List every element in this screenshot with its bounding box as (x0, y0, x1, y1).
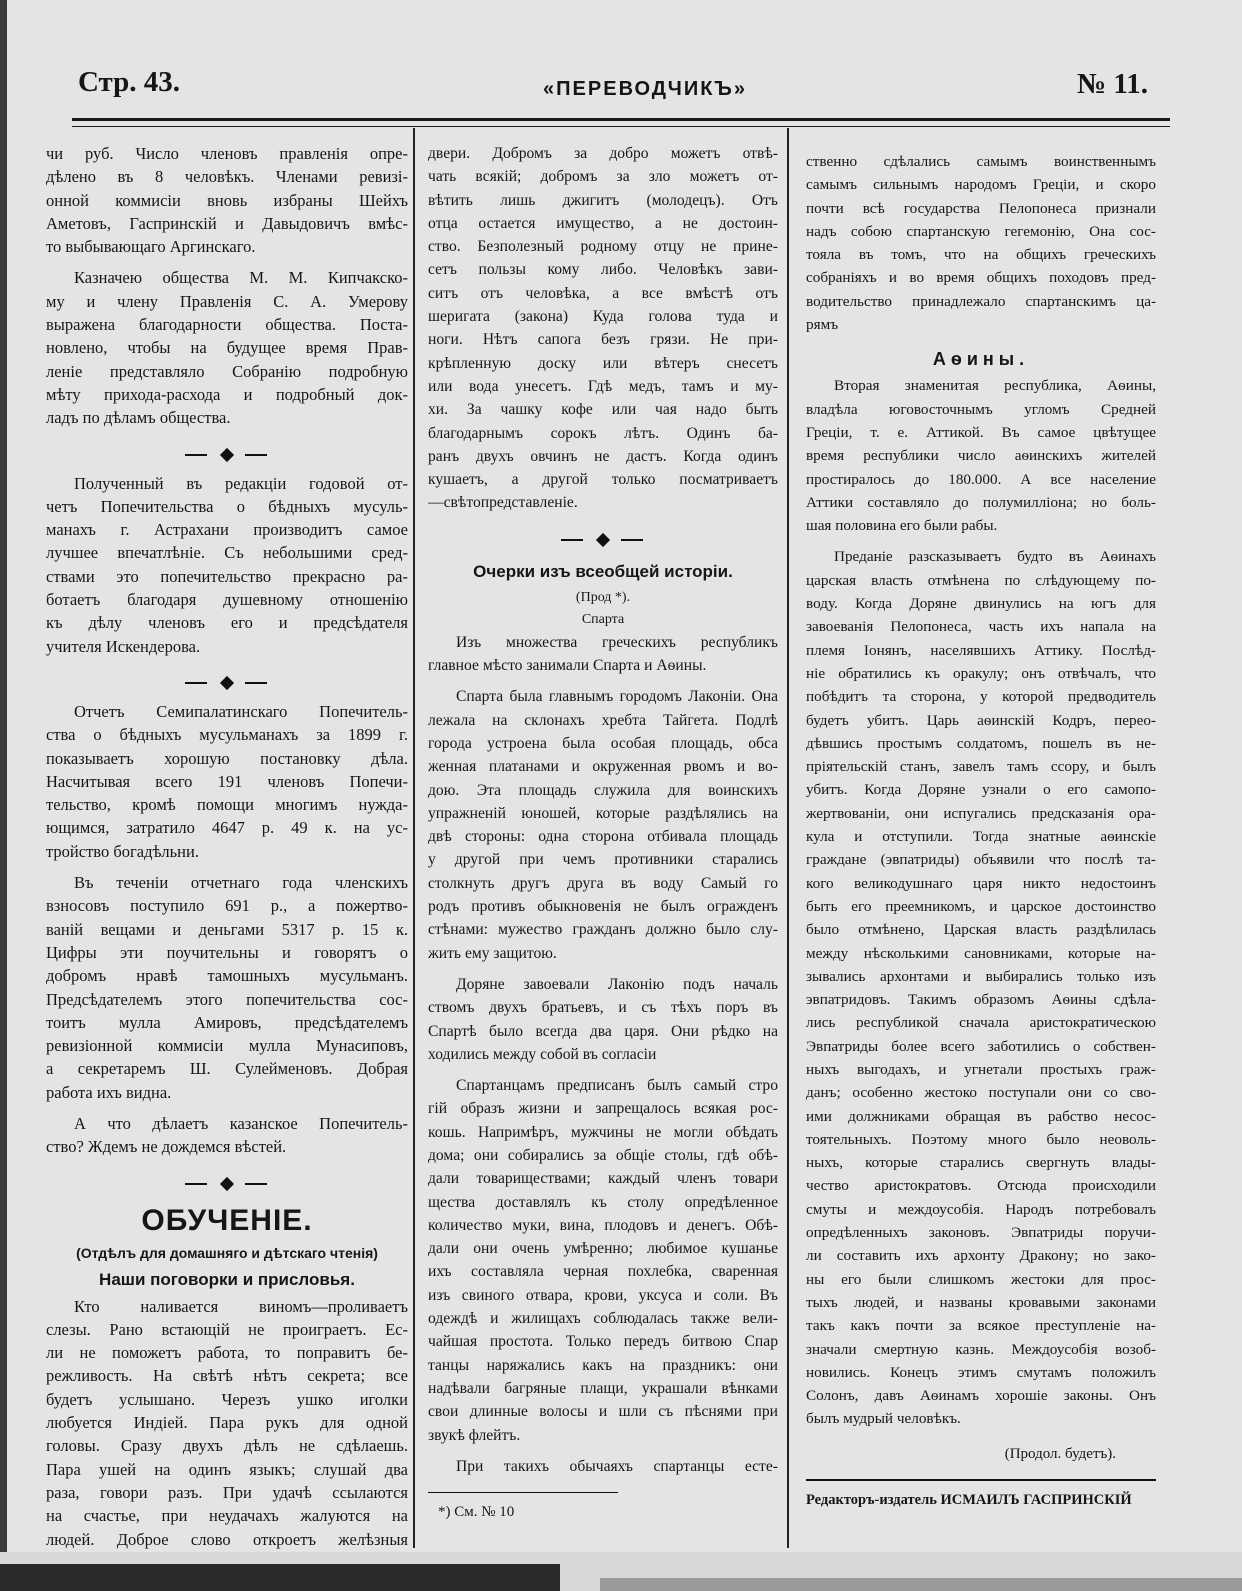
text-line: Доряне завоевали Лаконію подъ началь (456, 975, 778, 993)
text-line: племя Іонянъ, населявшихъ Аттику. Послѣд- (806, 641, 1156, 659)
text-line: ніе обратились къ оракулу; онъ отвѣчалъ, что (806, 664, 1156, 682)
text-line: тельство, кромѣ помощи многимъ нужда- (46, 795, 408, 815)
text-line: двѣ стороны: одна сторона отбивала площадь (428, 828, 778, 846)
text-line: Греціи, т. е. Аттикой. Въ самое цвѣтущее (806, 423, 1156, 441)
text-line: ладъ по дѣламъ общества. (46, 408, 231, 428)
text-line: убитъ. Когда Доряне узнали о его самопо- (806, 781, 1156, 799)
text-line: на счастье, при неудачахъ жалуются на (46, 1506, 408, 1526)
paragraph (46, 472, 408, 658)
section-title: ОБУЧЕНІЕ. (141, 1203, 313, 1237)
article-heading: Аѳины. (932, 349, 1030, 370)
text-line: между нѣсколькими сановниками, которые на- (806, 944, 1156, 962)
column-3 (806, 150, 1156, 1511)
text-line: Солонъ, давъ Аѳинамъ хорошіе законы. Онъ (806, 1387, 1156, 1405)
text-line: Предсѣдателемъ этого попечительства сос- (46, 989, 408, 1009)
text-line: Аметовъ, Гаспринскій и Давыдовичъ вмѣс- (46, 213, 408, 233)
text-line: надъ собою спартанскую гегемонію, Она сос- (806, 222, 1156, 240)
page-header (70, 66, 1170, 116)
column-2 (428, 142, 778, 1523)
text-line: людей. Доброе слово откроетъ желѣзныя (46, 1529, 408, 1549)
text-line: Кто наливается виномъ—проливаетъ (74, 1296, 408, 1316)
paragraph (428, 631, 778, 678)
text-line: гій образъ жизни и запрещалось всякая рос- (428, 1100, 778, 1118)
paragraph (46, 871, 408, 1104)
text-line: столкнуть другъ друга въ воду Самый го (428, 874, 778, 892)
text-line: родъ противъ обыкновенія не былъ огражденъ (428, 898, 778, 916)
paragraph (806, 545, 1156, 1430)
paragraph (46, 266, 408, 429)
text-line: учителя Искендерова. (46, 636, 201, 656)
text-line: Вторая знаменитая республика, Аѳины, (834, 377, 1156, 395)
diamond-ornament-icon (220, 447, 234, 461)
text-line: то выбывающаго Аргинскаго. (46, 237, 256, 257)
text-line: тояла въ томъ, что на общихъ греческихъ (806, 246, 1156, 264)
text-line: режливость. На свѣтѣ нѣтъ секрета; все (46, 1366, 408, 1386)
text-line: кошь. Напримѣръ, мужчины не могли обѣдать (428, 1123, 778, 1141)
text-line: При такихъ обычаяхъ спартанцы есте- (456, 1457, 778, 1475)
text-line: будетъ убитъ. Царь аѳинскій Кодръ, перео- (806, 711, 1156, 729)
paragraph (428, 1455, 778, 1478)
text-line: Эвпатриды более всего заботились о собствен- (806, 1037, 1156, 1055)
issue-number: № 11. (1076, 68, 1148, 100)
text-line: Полученный въ редакціи годовой от- (74, 473, 408, 493)
text-line: раза, говори разъ. При удачѣ ссылаются (46, 1482, 408, 1502)
text-line: самымъ сильнымъ народомъ Греціи, и скоро (806, 176, 1156, 194)
text-line: Аттики составляло до полумилліона; но боль- (806, 493, 1156, 511)
diamond-ornament-icon (220, 1177, 234, 1191)
text-line: кула и отступили. Тогда знатные аѳинскіе (806, 828, 1156, 846)
text-line: ство? Ждемъ не дождемся вѣстей. (46, 1137, 287, 1157)
text-line: ны его были слишкомъ жестоки для прос- (806, 1270, 1156, 1288)
text-line: четъ Попечительства о бѣдныхъ мусуль- (46, 496, 408, 516)
text-line: звукѣ флейтъ. (428, 1426, 521, 1444)
text-line: отца остается имущество, а не достоин- (428, 214, 778, 232)
section-divider (46, 1167, 408, 1193)
text-line: ство. Безполезный родному отцу не прине- (428, 238, 778, 256)
text-line: ревизіонной коммисіи мулла Мунасиповъ, (46, 1036, 408, 1056)
text-line: упражненій юношей, которые раздѣлялись на (428, 804, 778, 822)
torn-paper-shadow (600, 1578, 1242, 1591)
text-line: леніе представляло Собранію подробную (46, 361, 408, 381)
text-line: быть его преемникомъ, и царское достоинство (806, 897, 1156, 915)
text-line: работа ихъ видна. (46, 1082, 172, 1102)
text-line: лись республикой сначала аристократическою (806, 1014, 1156, 1032)
text-line: показываетъ хорошую постановку дѣла. (46, 748, 408, 768)
text-line: сетъ пользы кому либо. Человѣкъ зави- (428, 261, 778, 279)
text-line: водительство принадлежало спартанскимъ ца- (806, 292, 1156, 310)
text-line: Въ теченіи отчетнаго года членскихъ (74, 873, 408, 893)
text-line: эвпатридовъ. Такимъ образомъ Аѳины сдѣла- (806, 991, 1156, 1009)
text-line: побѣдитъ та сторона, у которой предводитель (806, 688, 1156, 706)
text-line: чество аристократовъ. Отсюда происходили (806, 1177, 1156, 1195)
text-line: рямъ (806, 316, 839, 334)
text-line: дома; они собирались за общіе столы, гдѣ обѣ- (428, 1146, 778, 1164)
text-line: ими должниками обращая въ рабство несос- (806, 1107, 1156, 1125)
text-line: царская власть отмѣнена по слѣдующему по- (806, 571, 1156, 589)
text-line: чи руб. Число членовъ правленія опре- (46, 144, 408, 163)
text-line: къ дѣлу членовъ его и предсѣдателя (46, 613, 408, 633)
text-line: такъ какъ почти за всякое преступленіе на- (806, 1317, 1156, 1335)
text-line: дѣлено въ 8 человѣкъ. Членами ревизі- (46, 167, 408, 187)
text-line: изъ свиного отвара, крови, уксуса и соли. Въ (428, 1286, 778, 1304)
paragraph (46, 1112, 408, 1159)
text-line: или вода унесетъ. Гдѣ медъ, тамъ и му- (428, 377, 778, 395)
to-be-continued: (Продол. будетъ). (1004, 1445, 1116, 1462)
text-line: тыхъ людей, и названы кровавыми законами (806, 1293, 1156, 1311)
paragraph (428, 142, 778, 515)
text-line: значали смертную казнь. Междоусобія возоб- (806, 1340, 1156, 1358)
text-line: слезы. Рано встающій не проиграетъ. Ес- (46, 1319, 408, 1339)
text-line: ботаетъ благодаря душевному отношенію (46, 590, 408, 610)
text-line: взносовъ поступило 691 р., а пожертво- (46, 896, 408, 916)
text-line: чайшая простота. Только передъ битвою Спар (428, 1333, 778, 1351)
text-line: Цифры эти поучительны и говорятъ о (46, 942, 408, 962)
text-line: пріятельскій станъ, завелъ тамъ ссору, и былъ (806, 758, 1156, 776)
text-line: собраніяхъ и во время общихъ походовъ пред- (806, 269, 1156, 287)
text-line: двери. Добромъ за добро можетъ отвѣ- (428, 145, 778, 162)
text-line: почти всѣ государства Пелопонеса признали (806, 199, 1156, 217)
divider-dash (185, 682, 207, 684)
text-line: зывались архонтами и выбирались только изъ (806, 967, 1156, 985)
text-line: будетъ услышано. Черезъ ушко иголки (46, 1389, 408, 1409)
text-line: Преданіе разсказываетъ будто въ Аѳинахъ (834, 548, 1156, 566)
text-line: дали они очень умѣренно; любимое кушанье (428, 1240, 778, 1258)
text-line: ныхъ выгодахъ, и угнетали простыхъ граж- (806, 1060, 1156, 1078)
text-line: ствами это попечительство прекрасно ра- (46, 566, 408, 586)
paragraph (428, 973, 778, 1066)
text-line: онной коммисіи вновь избраны Шейхъ (46, 190, 408, 210)
text-line: Казначею общества М. М. Кипчакско- (74, 268, 408, 288)
header-rule (72, 118, 1170, 121)
text-line: танцы наряжались какъ на праздникъ: они (428, 1356, 778, 1374)
text-line: ныхъ, которые старались свергнуть влады- (806, 1154, 1156, 1172)
paragraph (46, 1295, 408, 1551)
divider-dash (621, 539, 643, 541)
text-line: воду. Когда Доряне двинулись на югъ для (806, 595, 1156, 613)
text-line: А что дѣлаетъ казанское Попечитель- (74, 1113, 408, 1133)
text-line: вѣтить лишь джигитъ (молодецъ). Отъ (428, 191, 778, 209)
text-line: чать всякій; добромъ за зло можетъ от- (428, 168, 778, 186)
column-1 (46, 142, 408, 1559)
paragraph (46, 142, 408, 258)
editor-signature: Редакторъ-издатель ИСМАИЛЪ ГАСПРИНСКІЙ (806, 1491, 1132, 1508)
text-line: смуты и междоусобія. Народъ потребовалъ (806, 1200, 1156, 1218)
text-line: дали товариществами; каждый членъ товари (428, 1170, 778, 1188)
article-heading: Очерки изъ всеобщей исторіи. (473, 561, 733, 581)
text-line: ходились между собой въ согласіи (428, 1045, 657, 1063)
text-line: дою. Эта площадь служила для воинскихъ (428, 781, 778, 799)
text-line: тоятельныхъ. Поэтому много было неоволь- (806, 1130, 1156, 1148)
text-line: женная платанами и окруженная рвомъ и во- (428, 758, 778, 776)
text-line: ства о бѣдныхъ мусульманахъ за 1899 г. (46, 725, 408, 745)
text-line: шеригата (закона) Куда голова туда и (428, 308, 778, 326)
text-line: ноги. Нѣтъ сапога безъ грязи. Не при- (428, 331, 778, 349)
divider-dash (561, 539, 583, 541)
scan-edge-bottom (0, 1552, 1242, 1591)
scan-edge-left (0, 0, 7, 1591)
paragraph (428, 1074, 778, 1447)
text-line: Изъ множества греческихъ республикъ (456, 633, 778, 651)
paragraph (806, 374, 1156, 537)
text-line: надѣвали багряные плащи, украшали вѣнками (428, 1379, 778, 1397)
header-rule-thin (72, 126, 1170, 127)
text-line: количество муки, вина, плодовъ и денегъ. Обѣ- (428, 1216, 778, 1234)
text-line: благодарнымъ сорокъ лѣтъ. Одинъ ба- (428, 424, 778, 442)
text-line: ваній вещами и деньгами 5317 р. 15 к. (46, 919, 408, 939)
section-divider (46, 666, 408, 692)
text-line: шая половина его были рабы. (806, 517, 998, 535)
text-line: былъ мудрый человѣкъ. (806, 1410, 961, 1428)
text-line: стѣнами: мужество гражданъ должно было слу- (428, 921, 778, 939)
text-line: кушаетъ, а другой только посматриваетъ (428, 471, 778, 489)
text-line: выражена благодарности общества. Поста- (46, 315, 408, 335)
text-line: время республики число аѳинскихъ жителей (806, 447, 1156, 465)
text-line: Спартѣ было всегда два царя. Они рѣдко на (428, 1022, 778, 1040)
divider-dash (245, 1183, 267, 1185)
text-line: лучшее впечатлѣніе. Съ небольшими сред- (46, 543, 408, 563)
newspaper-title: «ПЕРЕВОДЧИКЪ» (543, 78, 747, 100)
text-line: ющимся, затратило 4647 р. 49 к. на ус- (46, 818, 408, 838)
text-line: опредѣленныхъ законовъ. Эвпатриды поручи- (806, 1224, 1156, 1242)
text-line: простиралось до 180.000. А все население (806, 470, 1156, 488)
text-line: Отчетъ Семипалатинскаго Попечитель- (74, 701, 408, 721)
divider-dash (185, 454, 207, 456)
text-line: добромъ нравѣ тамошныхъ мусульманъ. (46, 966, 408, 986)
text-line: ихъ составляла черная похлебка, сваренная (428, 1263, 778, 1281)
text-line: Пара ушей на одинъ языкъ; слушай два (46, 1459, 408, 1479)
text-line: Спартанцамъ предписанъ былъ самый стро (456, 1077, 778, 1095)
text-line: жертвованіи, они испугались предсказанія ора- (806, 804, 1156, 822)
text-line: крѣпленную доску или вѣтеръ снесетъ (428, 354, 778, 372)
text-line: у другой при чемъ противники старались (428, 851, 778, 869)
diamond-ornament-icon (220, 676, 234, 690)
text-line: ли составить ихъ архонту Дракону; но зако- (806, 1247, 1156, 1265)
text-line: щества доставлялъ къ столу опредѣленное (428, 1193, 778, 1211)
text-line: главное мѣсто занимали Спарта и Аѳины. (428, 657, 707, 675)
text-line: кого великодушнаго царя никто недостоинъ (806, 874, 1156, 892)
text-line: головы. Сразу двухъ дѣлъ не сдѣлаешь. (46, 1436, 408, 1456)
text-line: новились. Конецъ этимъ смутамъ положилъ (806, 1363, 1156, 1381)
divider-dash (245, 454, 267, 456)
text-line: данъ; особенно жестоко поступали они со сво- (806, 1084, 1156, 1102)
diamond-ornament-icon (596, 533, 610, 547)
text-line: города устроена была особая площадь, обса (428, 734, 778, 752)
text-line: тоитъ мулла Амировъ, предсѣдателемъ (46, 1012, 408, 1032)
section-subtitle: (Отдѣлъ для домашняго и дѣтскаго чтенія) (76, 1244, 378, 1261)
text-line: граждане (эвпатриды) объявили что послѣ та- (806, 851, 1156, 869)
text-line: —свѣтопредставленіе. (428, 494, 578, 512)
divider-dash (185, 1183, 207, 1185)
article-heading: Наши поговорки и присловья. (99, 1269, 355, 1289)
article-subheading: Спарта (581, 611, 625, 627)
text-line: мѣту прихода-расхода и подробный док- (46, 384, 408, 404)
text-line: завоеванія Пелопонеса, часть ихъ напала на (806, 618, 1156, 636)
text-line: дѣвшись простымъ солдатомъ, пошелъ въ не- (806, 734, 1156, 752)
text-line: манахъ г. Астрахани производитъ самое (46, 520, 408, 540)
text-line: а секретаремъ Ш. Сулейменовъ. Добрая (46, 1059, 408, 1079)
divider-dash (245, 682, 267, 684)
text-line: было отмѣнено, Царская власть раздѣлилась (806, 921, 1156, 939)
section-divider (428, 523, 778, 549)
column-divider (413, 128, 415, 1548)
text-line: тройство богадѣльни. (46, 841, 199, 861)
text-line: любуется Индіей. Пара рукъ для одной (46, 1413, 408, 1433)
text-line: жить ему защитою. (428, 944, 557, 962)
footnote-rule (428, 1492, 618, 1493)
text-line: Насчитывая всего 191 членовъ Попечи- (46, 771, 408, 791)
text-line: ствомъ двухъ братьевъ, и съ тѣхъ поръ въ (428, 999, 778, 1017)
text-line: ственно сдѣлались самымъ воинственнымъ (806, 153, 1156, 170)
paragraph (806, 150, 1156, 336)
text-line: му и члену Правленія С. А. Умерову (46, 291, 408, 311)
signature-rule (806, 1479, 1156, 1481)
paragraph (46, 700, 408, 863)
text-line: ранъ двухъ овчинъ не дастъ. Когда одинъ (428, 447, 778, 465)
paragraph (428, 685, 778, 965)
text-line: свои длинные волосы и шли съ пѣснями при (428, 1403, 778, 1421)
text-line: владѣла юговосточнымъ угломъ Средней (806, 400, 1156, 418)
section-divider (46, 438, 408, 464)
torn-paper-strip (0, 1564, 560, 1591)
footnote: *) См. № 10 (438, 1504, 515, 1521)
text-line: одеждѣ и жилищахъ соблюдалась также вели- (428, 1310, 778, 1328)
article-subheading: (Прод *). (575, 589, 631, 605)
text-line: Спарта была главнымъ городомъ Лаконіи. Она (456, 688, 778, 706)
page-number: Стр. 43. (78, 66, 181, 98)
text-line: ситъ отъ человѣка, а все вмѣстѣ отъ (428, 284, 778, 302)
text-line: ли не поможетъ работа, то поправитъ бе- (46, 1343, 408, 1363)
text-line: новлено, чтобы на будущее время Прав- (46, 338, 408, 358)
text-line: хи. За чашку кофе или чая надо быть (428, 401, 778, 419)
text-line: лежала на склонахъ хребта Тайгета. Подлѣ (428, 711, 778, 729)
column-divider (787, 128, 789, 1548)
